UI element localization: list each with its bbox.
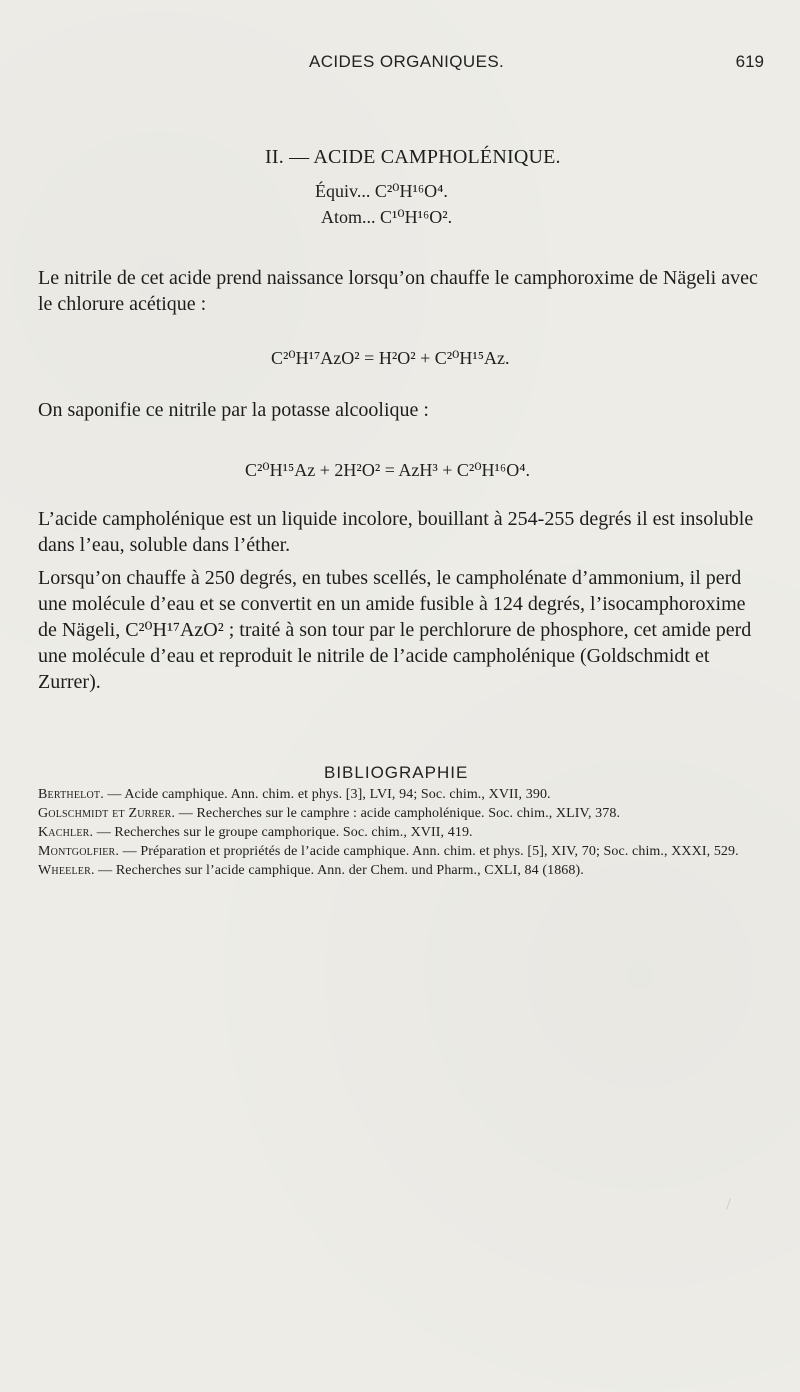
bibliography-author: Berthelot. [38,787,104,802]
page-mark [726,1198,731,1210]
bibliography-title: BIBLIOGRAPHIE [324,763,469,782]
bibliography-entry [38,862,762,880]
bibliography-entry [38,805,762,823]
bibliography-author: Kachler. [38,825,94,840]
bibliography-list [38,786,762,881]
bibliography-entry [38,786,762,804]
running-header [0,52,800,76]
body-paragraph-2: On saponifie ce nitrile par la potasse alcoolique : [38,399,429,421]
bibliography-citation: — Recherches sur le groupe camphorique. Soc. chim., XVII, 419. [96,825,473,840]
body-paragraph-4: Lorsqu’on chauffe à 250 degrés, en tubes scellés, le campholénate d’ammonium, il perd une molécule d’eau et se convertit en un amide fusible à 124 degrés, l’isocamphoroxime de Nägeli, C²⁰H¹⁷AzO² ; traité à son tour par le perchlorure de phosphore, cet amide perd une molécule d’eau et reproduit le nitrile de l’acide campholénique (Goldschmidt et Zurrer). [38,567,752,693]
bibliography-citation: — Recherches sur le camphre : acide campholénique. Soc. chim., XLIV, 378. [178,806,621,821]
bibliography-citation: — Recherches sur l’acide camphique. Ann. der Chem. und Pharm., CXLI, 84 (1868). [98,863,584,878]
bibliography-author: Wheeler. [38,863,95,878]
body-paragraph-1: Le nitrile de cet acide prend naissance lorsqu’on chauffe le camphoroxime de Nägeli avec le chlorure acétique : [38,267,758,315]
equiv-formula: Équiv... C²⁰H¹⁶O⁴. [315,181,448,201]
section-title: II. — ACIDE CAMPHOLÉNIQUE. [265,146,561,168]
bibliography-author: Golschmidt et Zurrer. [38,806,176,821]
bibliography-entry [38,843,762,861]
body-paragraph-3: L’acide campholénique est un liquide incolore, bouillant à 254-255 degrés il est insoluble dans l’eau, soluble dans l’éther. [38,508,754,556]
atom-formula: Atom... C¹⁰H¹⁶O². [321,207,453,227]
equation-2: C²⁰H¹⁵Az + 2H²O² = AzH³ + C²⁰H¹⁶O⁴. [245,460,530,480]
running-title: ACIDES ORGANIQUES. [309,52,505,71]
equation-1: C²⁰H¹⁷AzO² = H²O² + C²⁰H¹⁵Az. [271,348,510,368]
bibliography-entry [38,824,762,842]
bibliography-citation: — Acide camphique. Ann. chim. et phys. [3], LVI, 94; Soc. chim., XVII, 390. [107,787,551,802]
bibliography-author: Montgolfier. [38,844,120,859]
page-number: 619 [735,52,764,71]
bibliography-citation: — Préparation et propriétés de l’acide camphique. Ann. chim. et phys. [5], XIV, 70; Soc. chim., XXXI, 529. [122,844,739,859]
